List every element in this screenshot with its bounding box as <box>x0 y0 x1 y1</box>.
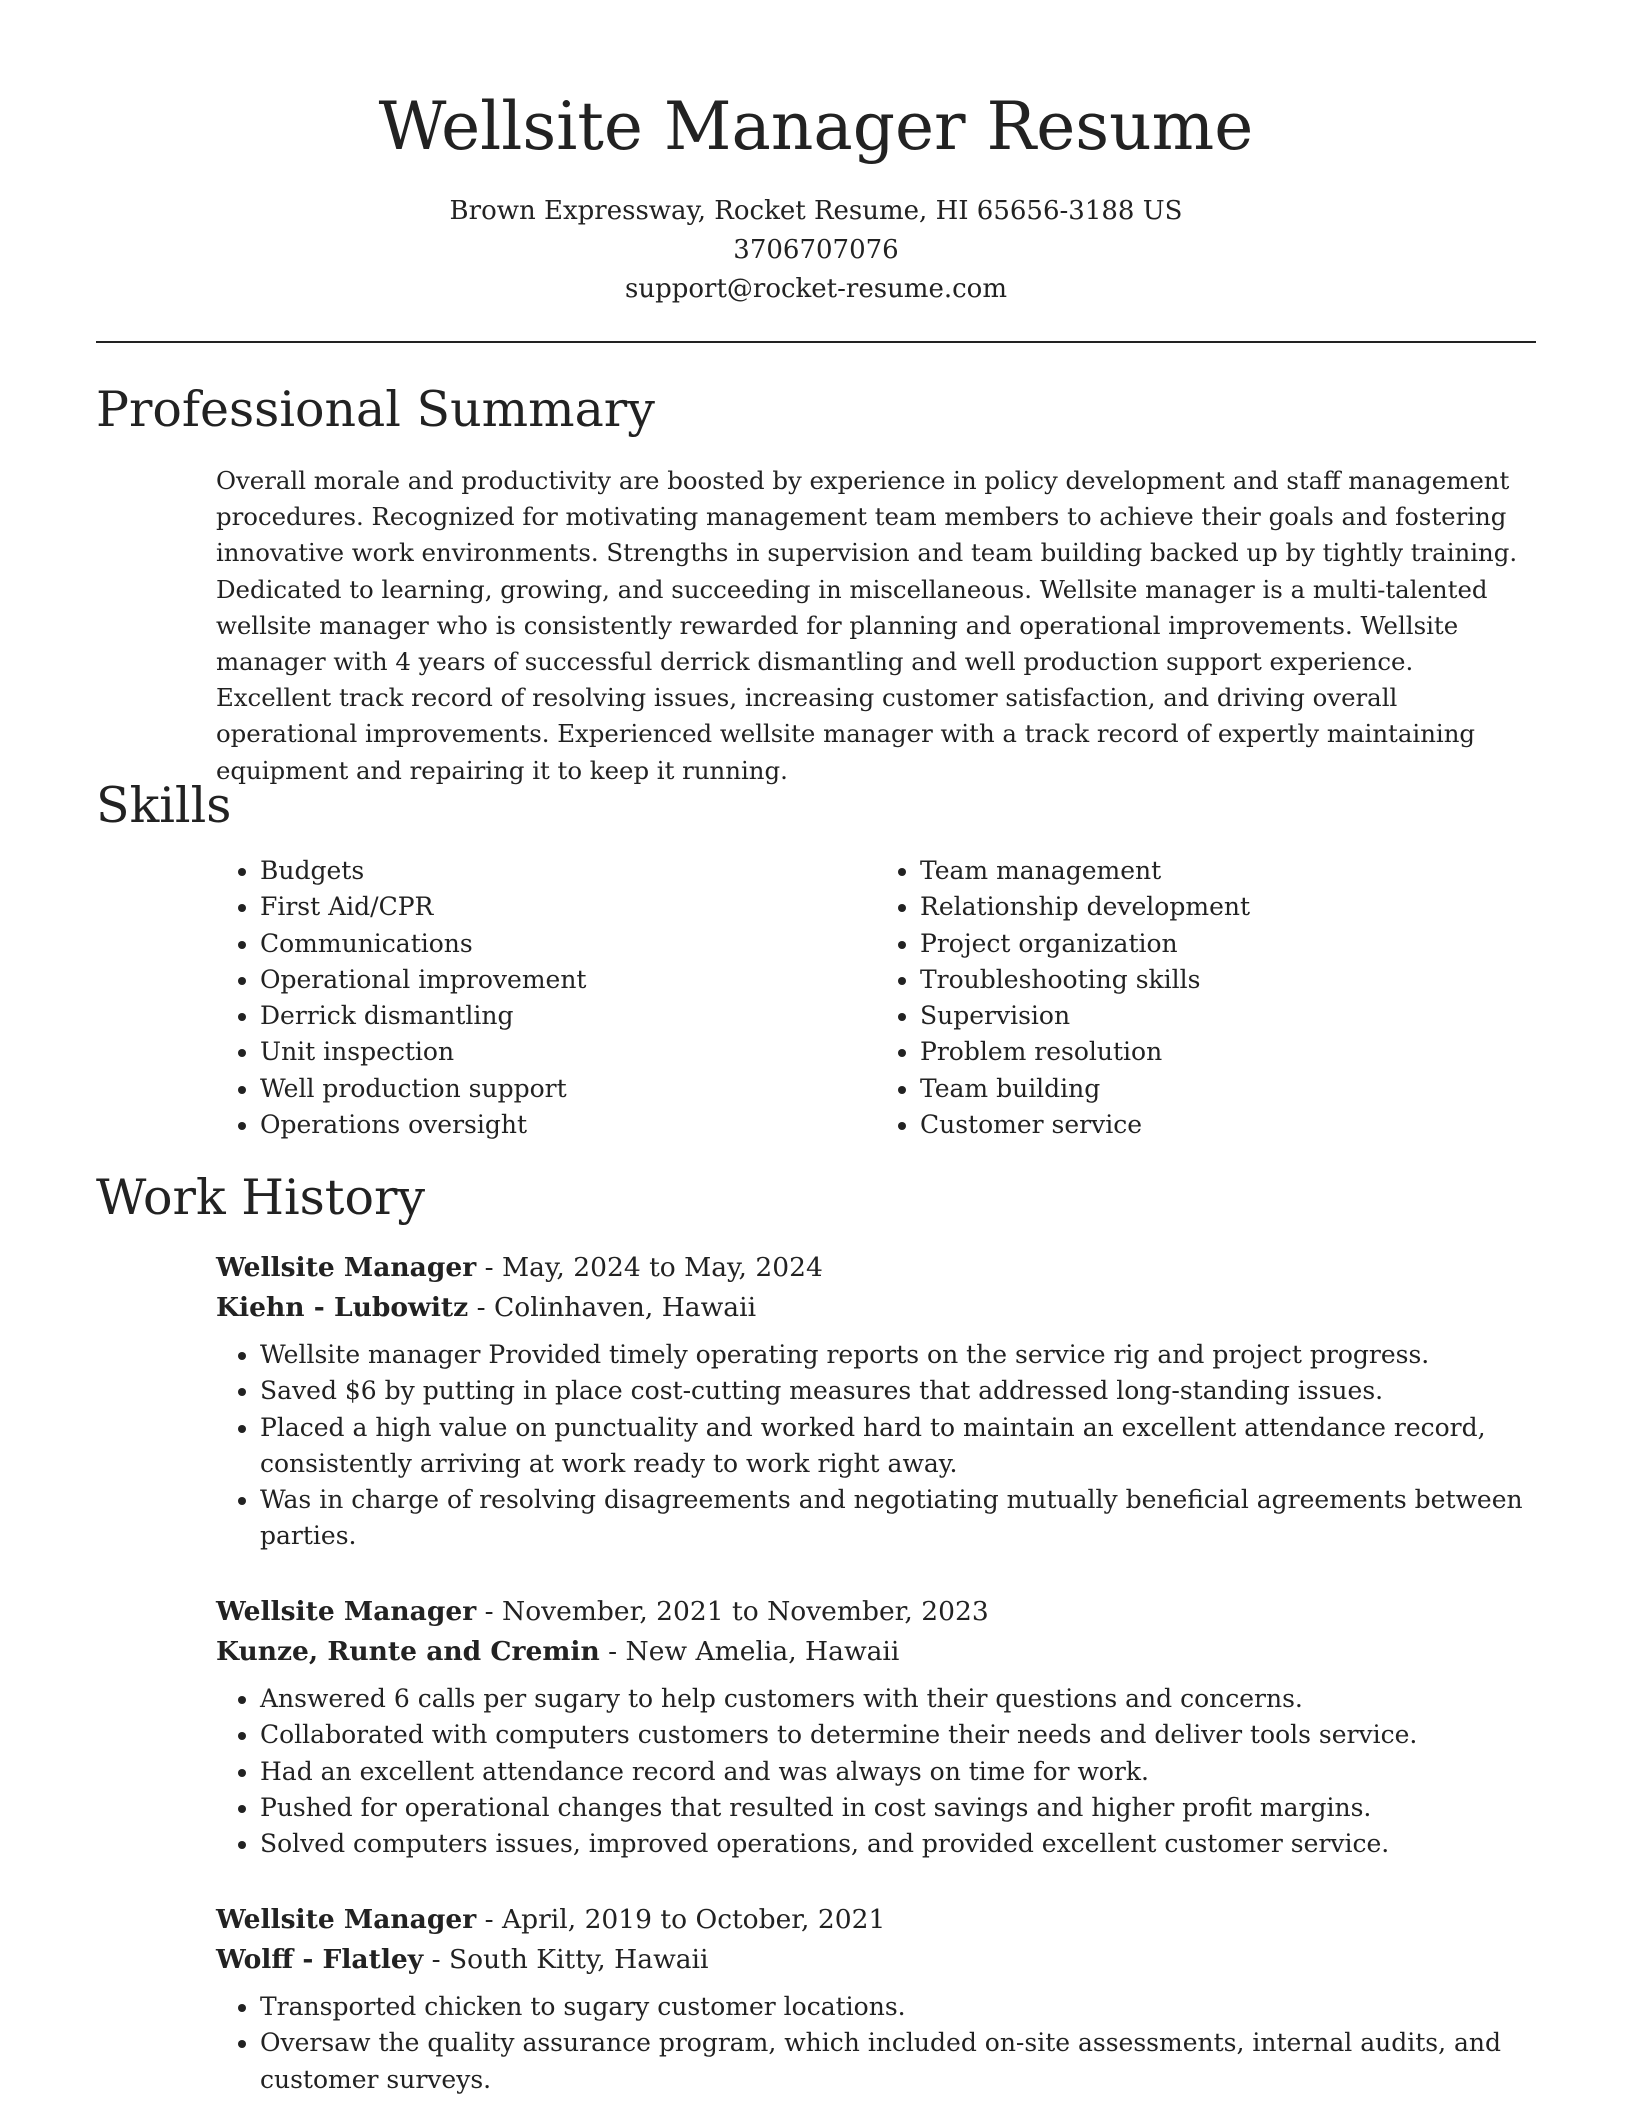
skill-item: • Customer service <box>920 1107 1536 1143</box>
job-dates: - April, 2019 to October, 2021 <box>476 1904 886 1935</box>
job-entry <box>216 1248 1536 1555</box>
job-entry <box>216 1592 1536 1862</box>
job-title-line <box>216 1248 1536 1288</box>
skill-item: • Supervision <box>920 998 1536 1034</box>
skills-column-left <box>216 853 876 1143</box>
job-company: Kiehn - Lubowitz <box>216 1291 469 1323</box>
contact-address: Brown Expressway, Rocket Resume, HI 65656-3188 US <box>449 196 1183 226</box>
job-location: - South Kitty, Hawaii <box>423 1943 709 1975</box>
job-company-line <box>216 1940 1536 1980</box>
summary-heading: Professional Summary <box>96 381 655 438</box>
job-dates: - November, 2021 to November, 2023 <box>476 1596 989 1627</box>
skill-item: • Team management <box>920 853 1536 889</box>
contact-phone: 3706707076 <box>733 235 899 265</box>
job-bullets <box>216 1681 1536 1862</box>
job-bullet: • Solved computers issues, improved operations, and provided excellent customer service. <box>260 1826 1536 1862</box>
job-company: Wolff - Flatley <box>216 1943 424 1975</box>
job-bullet: • Transported chicken to sugary customer locations. <box>260 1989 1536 2025</box>
work-history-heading: Work History <box>96 1169 426 1226</box>
skill-item: • Project organization <box>920 926 1536 962</box>
skill-item: • Troubleshooting skills <box>920 962 1536 998</box>
job-bullets <box>216 1989 1536 2098</box>
resume-header <box>96 84 1536 309</box>
job-bullet: • Pushed for operational changes that resulted in cost savings and higher profit margins. <box>260 1790 1536 1826</box>
skills-column-right <box>876 853 1536 1143</box>
skill-item: • Budgets <box>260 853 876 889</box>
job-bullet: • Saved $6 by putting in place cost-cutting measures that addressed long-standing issues. <box>260 1373 1536 1409</box>
job-company-line <box>216 1632 1536 1672</box>
skill-item: • Well production support <box>260 1071 876 1107</box>
contact-info <box>96 192 1536 309</box>
contact-email: support@rocket-resume.com <box>624 274 1007 304</box>
job-bullets <box>216 1337 1536 1555</box>
summary-text: Overall morale and productivity are boosted by experience in policy development and staff management procedures. Recognized for motivating management team members to achieve their goals and fostering innovative work environments. Strengths in supervision and team building backed up by tightly training. Dedicated to learning, growing, and succeeding in miscellaneous. Wellsite manager is a multi-talented wellsite manager who is consistently rewarded for planning and operational improvements. Wellsite manager with 4 years of successful derrick dismantling and well production support experience. Excellent track record of resolving issues, increasing customer satisfaction, and driving overall operational improvements. Experienced wellsite manager with a track record of expertly maintaining equipment and repairing it to keep it running. <box>216 466 1518 785</box>
job-title: Wellsite Manager <box>216 1904 477 1935</box>
skill-item: • Unit inspection <box>260 1034 876 1070</box>
resume-title: Wellsite Manager Resume <box>378 88 1254 165</box>
job-bullet: • Was in charge of resolving disagreements and negotiating mutually beneficial agreements between parties. <box>260 1482 1536 1555</box>
skill-item: • Team building <box>920 1071 1536 1107</box>
skills-heading: Skills <box>96 777 232 834</box>
job-bullet: • Had an excellent attendance record and was always on time for work. <box>260 1754 1536 1790</box>
skill-item: • Problem resolution <box>920 1034 1536 1070</box>
job-bullet: • Collaborated with computers customers to determine their needs and deliver tools service. <box>260 1717 1536 1753</box>
job-bullet: • Oversaw the quality assurance program, which included on-site assessments, internal audits, and customer surveys. <box>260 2025 1536 2098</box>
job-title: Wellsite Manager <box>216 1252 477 1283</box>
job-dates: - May, 2024 to May, 2024 <box>476 1252 823 1283</box>
job-title: Wellsite Manager <box>216 1596 477 1627</box>
skill-item: • Communications <box>260 926 876 962</box>
job-location: - Colinhaven, Hawaii <box>468 1291 757 1323</box>
job-location: - New Amelia, Hawaii <box>599 1635 900 1667</box>
skill-item: • Derrick dismantling <box>260 998 876 1034</box>
skill-item: • First Aid/CPR <box>260 889 876 925</box>
job-bullet: • Answered 6 calls per sugary to help customers with their questions and concerns. <box>260 1681 1536 1717</box>
skills-list <box>216 853 1536 1143</box>
job-bullet: • Placed a high value on punctuality and worked hard to maintain an excellent attendance record, consistently arriving at work ready to work right away. <box>260 1410 1536 1483</box>
job-title-line <box>216 1900 1536 1940</box>
skill-item: • Operations oversight <box>260 1107 876 1143</box>
job-title-line <box>216 1592 1536 1632</box>
job-company: Kunze, Runte and Cremin <box>216 1635 600 1667</box>
skill-item: • Relationship development <box>920 889 1536 925</box>
job-company-line <box>216 1288 1536 1328</box>
job-bullet: • Wellsite manager Provided timely operating reports on the service rig and project progress. <box>260 1337 1536 1373</box>
job-entry <box>216 1900 1536 2098</box>
header-divider <box>96 341 1536 343</box>
skill-item: • Operational improvement <box>260 962 876 998</box>
